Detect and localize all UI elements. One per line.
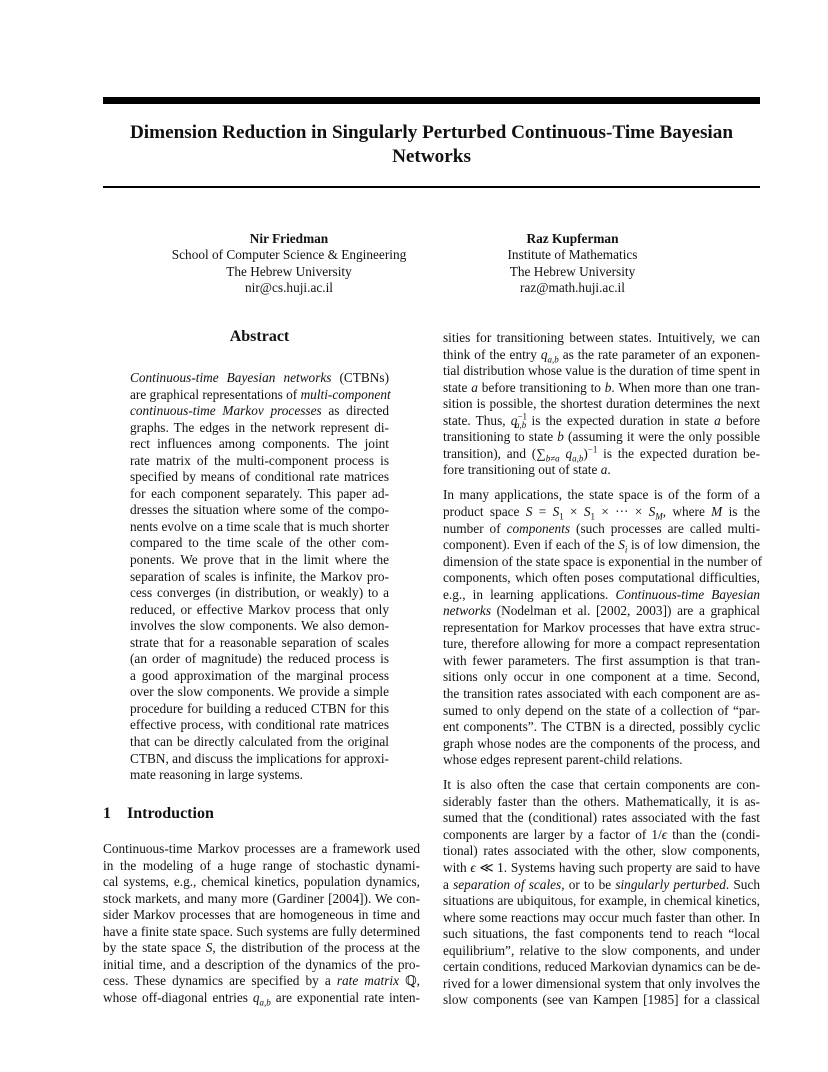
author-block-1	[103, 231, 475, 297]
author-affiliation: School of Computer Science & Engineering	[171, 247, 407, 263]
author-affiliation: Institute of Mathematics	[507, 247, 638, 263]
author-email: raz@math.huji.ac.il	[520, 280, 625, 296]
section-title: Introduction	[127, 805, 214, 822]
paper-title: Dimension Reduction in Singularly Perturbed Continuous-Time Bayesian Networks	[129, 122, 734, 167]
author-email: nir@cs.huji.ac.il	[245, 280, 333, 296]
abstract-heading: Abstract	[229, 328, 290, 345]
title-rule	[103, 186, 760, 188]
abstract-body: Continuous-time Bayesian networks (CTBNs) are graphical representations of multi-component continuous-time Markov processes as directed graphs. The edges in the network represent di- rect influences among components. The joint rate matrix of the multi-component process is specified by means of conditional rate matrices for each component separately. This paper ad- dresses the situation where some of the compo- nents evolve on a time scale that is much shorter compared to the time scale of the other com- ponents. We prove that in the limit where the separation of scales is infinite, the Markov pro- cess converges (in distribution, or weakly) to a reduced, or effective Markov process that only involves the slow components. We also demon- strate that for a reasonable separation of scales (an order of magnitude) the reduced process is a good approximation of the marginal process over the slow components. We provide a simple procedure for building a reduced CTBN for this effective process, with conditional rate matrices that can be directly calculated from the original CTBN, and discuss the implications for approxi- mate reasoning in large systems.	[130, 370, 391, 783]
author-affiliation: The Hebrew University	[509, 263, 636, 279]
author-block-2	[445, 231, 700, 297]
author-name: Raz Kupferman	[526, 231, 619, 246]
paragraph: sities for transitioning between states. Intuitively, we can think of the entry $q_{a,b}$ as the rate parameter of an exponen- tial distribution whose value is the duration of time spent in state a before transitioning to b. When more than one tran- sition is possible, the shortest duration determines the next state. Thus, $q^{-1}_{a,b}$ is the expected duration in state a before transitioning to state b (assuming it were the only possible transition), and ($\sum_{b\ne a}$ $q_{a,b})^{-1}$ is the expected duration be- fore transitioning out of state a.	[443, 330, 760, 478]
author-affiliation: The Hebrew University	[226, 263, 352, 279]
introduction-body: Continuous-time Markov processes are a framework used in the modeling of a huge range of stochastic dynami- cal systems, e.g., chemical kinetics, population dynamics, stock markets, and many more (Gardiner [2004]). We con- sider Markov processes that are homogeneous in time and have a finite state space. Such systems are fully determined by the state space S, the distribution of the process at the initial time, and a description of the dynamics of the pro- cess. These dynamics are specified by a rate matrix ℚ, whose off-diagonal entries $q_{a,b}$ are exponential rate inten-	[103, 841, 421, 1008]
section-number: 1	[103, 805, 111, 822]
section-heading	[103, 805, 214, 823]
right-column-body	[443, 330, 763, 1009]
paragraph: It is also often the case that certain components are con- siderably faster than the others. Mathematically, it is as- sumed that the (conditional) rates associated with the fast components are larger by a factor of 1/ϵ than the (condi- tional) rates associated with the other, slow components, with ϵ ≪ 1. Systems having such property are said to have a separation of scales, or to be singularly perturbed. Such situations are ubiquitous, for example, in chemical kinetics, where some reactions may occur much faster than other. In such situations, the fast components tend to reach “local equilibrium”, relative to the slow components, and under certain conditions, reduced Markovian dynamics can be de- rived for a lower dimensional system that only involves the slow components (see van Kampen [1985] for a classical	[443, 777, 761, 1008]
top-rule	[103, 97, 760, 104]
author-name: Nir Friedman	[249, 231, 329, 246]
paragraph: In many applications, the state space is of the form of a product space $S = S_1 \times S_1$ × ··· × $S_M$, where M is the number of components (such processes are called multi- component). Even if each of the $S_i$ is of low dimension, the dimension of the state space is exponential in the number of components, which often poses computational difficulties, e.g., in learning applications. Continuous-time Bayesian networks (Nodelman et al. [2002, 2003]) are a graphical representation for Markov processes that have extra struc- ture, therefore allowing for more a compact representation with fewer parameters. The first assumption is that tran- sitions only occur in one component at a time. Second, the transition rates associated with each component are as- sumed to only depend on the state of a collection of “par- ent components”. The CTBN is a directed, possibly cyclic graph whose nodes are the components of the process, and whose edges represent parent-child relations.	[443, 487, 763, 768]
